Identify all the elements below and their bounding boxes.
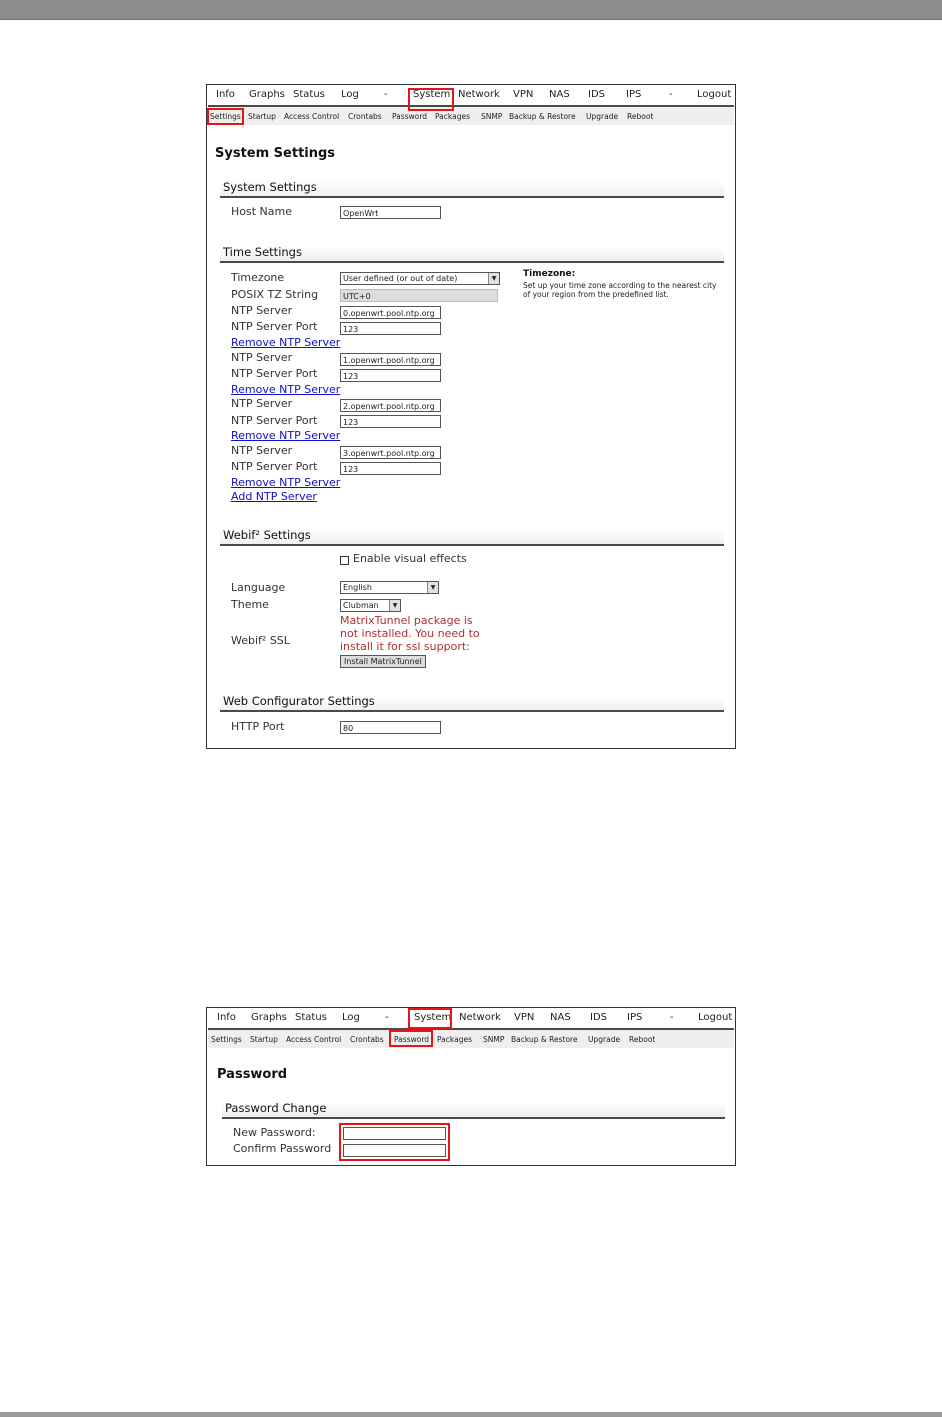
- nav-vpn[interactable]: VPN: [513, 89, 534, 100]
- remove-ntp-server-link[interactable]: Remove NTP Server: [231, 476, 341, 489]
- nav-log[interactable]: Log: [341, 89, 359, 100]
- nav-log[interactable]: Log: [342, 1012, 360, 1023]
- language-label: Language: [231, 581, 286, 594]
- password-tab-highlight: [389, 1030, 433, 1047]
- language-select[interactable]: [340, 581, 439, 594]
- document-footer-bar: [0, 1412, 942, 1417]
- ntp-port-label: NTP Server Port: [231, 367, 318, 380]
- http-port-label: HTTP Port: [231, 720, 285, 733]
- add-ntp-server-link[interactable]: Add NTP Server: [231, 490, 317, 503]
- ntp-server-label: NTP Server: [231, 351, 293, 364]
- remove-ntp-server-link[interactable]: Remove NTP Server: [231, 383, 341, 396]
- ntp-port-label: NTP Server Port: [231, 460, 318, 473]
- subnav-settings[interactable]: Settings: [211, 1035, 242, 1044]
- chevron-down-icon: ▼: [488, 273, 499, 284]
- host-name-input[interactable]: OpenWrt: [340, 206, 441, 219]
- timezone-help-title: Timezone:: [523, 269, 576, 279]
- nav-separator: -: [669, 89, 673, 100]
- timezone-value: User defined (or out of date): [343, 274, 458, 283]
- ssl-warning-line: MatrixTunnel package is: [340, 614, 473, 627]
- remove-ntp-server-link[interactable]: Remove NTP Server: [231, 336, 341, 349]
- page-title: System Settings: [215, 146, 336, 161]
- subnav-password[interactable]: Password: [394, 1035, 430, 1044]
- install-matrixtunnel-button[interactable]: Install MatrixTunnel: [340, 655, 426, 668]
- subnav-snmp[interactable]: SNMP: [483, 1035, 505, 1044]
- nav-graphs[interactable]: Graphs: [249, 89, 285, 100]
- subnav-access-control[interactable]: Access Control: [284, 112, 340, 121]
- subnav-upgrade[interactable]: Upgrade: [586, 112, 619, 121]
- nav-separator: -: [385, 1012, 389, 1023]
- posix-tz-label: POSIX TZ String: [231, 288, 319, 301]
- nav-separator: -: [670, 1012, 674, 1023]
- section-title: Password Change: [225, 1101, 327, 1115]
- section-title: Webif² Settings: [223, 528, 311, 542]
- nav-vpn[interactable]: VPN: [514, 1012, 535, 1023]
- nav-system[interactable]: System: [413, 89, 451, 100]
- page-title: Password: [217, 1067, 288, 1082]
- theme-label: Theme: [231, 598, 269, 611]
- nav-ids[interactable]: IDS: [588, 89, 605, 100]
- ntp-port-input[interactable]: 123: [340, 322, 441, 335]
- http-port-input[interactable]: 80: [340, 721, 441, 734]
- ntp-port-input[interactable]: 123: [340, 415, 441, 428]
- visual-effects-label: Enable visual effects: [353, 552, 467, 565]
- ntp-server-input[interactable]: 0.openwrt.pool.ntp.org: [340, 306, 441, 319]
- ntp-port-input[interactable]: 123: [340, 369, 441, 382]
- posix-tz-input: UTC+0: [340, 289, 498, 302]
- nav-separator: -: [384, 89, 388, 100]
- timezone-help-text: Set up your time zone according to the nearest city of your region from the predefined list.: [523, 281, 717, 299]
- section-title: Time Settings: [223, 245, 302, 259]
- system-tab-highlight: [408, 1008, 452, 1029]
- nav-network[interactable]: Network: [459, 1012, 501, 1023]
- subnav-packages[interactable]: Packages: [435, 112, 470, 121]
- system-settings-section-header: [220, 180, 724, 198]
- theme-select[interactable]: [340, 599, 401, 612]
- confirm-password-label: Confirm Password: [233, 1142, 332, 1155]
- ntp-port-label: NTP Server Port: [231, 320, 318, 333]
- nav-system[interactable]: System: [414, 1012, 452, 1023]
- ntp-server-input[interactable]: 2.openwrt.pool.ntp.org: [340, 399, 441, 412]
- sub-nav: [208, 1030, 734, 1048]
- nav-network[interactable]: Network: [458, 89, 500, 100]
- subnav-backup-restore[interactable]: Backup & Restore: [509, 112, 576, 121]
- subnav-settings[interactable]: Settings: [210, 112, 241, 121]
- host-name-label: Host Name: [231, 205, 292, 218]
- subnav-startup[interactable]: Startup: [250, 1035, 278, 1044]
- web-configurator-section-header: [220, 694, 724, 712]
- new-password-label: New Password:: [233, 1126, 316, 1139]
- subnav-crontabs[interactable]: Crontabs: [348, 112, 382, 121]
- nav-ips[interactable]: IPS: [627, 1012, 643, 1023]
- timezone-select[interactable]: [340, 272, 500, 285]
- nav-info[interactable]: Info: [216, 89, 235, 100]
- chevron-down-icon: ▼: [389, 600, 400, 611]
- ssl-warning-line: not installed. You need to: [340, 627, 480, 640]
- system-tab-highlight: [408, 88, 454, 111]
- password-change-section-header: [222, 1101, 725, 1119]
- subnav-access-control[interactable]: Access Control: [286, 1035, 342, 1044]
- nav-logout[interactable]: Logout: [697, 89, 732, 100]
- nav-ids[interactable]: IDS: [590, 1012, 607, 1023]
- password-fields-highlight: [339, 1123, 450, 1161]
- visual-effects-checkbox[interactable]: [340, 556, 349, 565]
- subnav-startup[interactable]: Startup: [248, 112, 276, 121]
- password-screenshot: [206, 1007, 736, 1166]
- timezone-label: Timezone: [231, 271, 285, 284]
- settings-tab-highlight: [207, 108, 244, 125]
- subnav-backup-restore[interactable]: Backup & Restore: [511, 1035, 578, 1044]
- ntp-server-label: NTP Server: [231, 444, 293, 457]
- main-nav: [208, 85, 734, 107]
- nav-ips[interactable]: IPS: [626, 89, 642, 100]
- ntp-server-label: NTP Server: [231, 304, 293, 317]
- remove-ntp-server-link[interactable]: Remove NTP Server: [231, 429, 341, 442]
- document-header-bar: [0, 0, 942, 20]
- section-title: Web Configurator Settings: [223, 694, 375, 708]
- sub-nav: [208, 107, 734, 125]
- subnav-reboot[interactable]: Reboot: [627, 112, 654, 121]
- subnav-snmp[interactable]: SNMP: [481, 112, 503, 121]
- section-title: System Settings: [223, 180, 317, 194]
- system-settings-screenshot: [206, 84, 736, 749]
- nav-logout[interactable]: Logout: [698, 1012, 733, 1023]
- ssl-warning-line: install it for ssl support:: [340, 640, 470, 653]
- subnav-reboot[interactable]: Reboot: [629, 1035, 656, 1044]
- webif-settings-section-header: [220, 528, 724, 546]
- main-nav: [208, 1008, 734, 1030]
- nav-status[interactable]: Status: [293, 89, 325, 100]
- subnav-crontabs[interactable]: Crontabs: [350, 1035, 384, 1044]
- ntp-server-label: NTP Server: [231, 397, 293, 410]
- nav-nas[interactable]: NAS: [550, 1012, 571, 1023]
- webif-ssl-label: Webif² SSL: [231, 634, 290, 647]
- subnav-upgrade[interactable]: Upgrade: [588, 1035, 621, 1044]
- subnav-password[interactable]: Password: [392, 112, 428, 121]
- language-value: English: [343, 583, 372, 592]
- nav-nas[interactable]: NAS: [549, 89, 570, 100]
- nav-status[interactable]: Status: [295, 1012, 327, 1023]
- time-settings-section-header: [220, 245, 724, 263]
- theme-value: Clubman: [343, 601, 379, 610]
- ntp-server-input[interactable]: 1.openwrt.pool.ntp.org: [340, 353, 441, 366]
- nav-info[interactable]: Info: [217, 1012, 236, 1023]
- ntp-port-input[interactable]: 123: [340, 462, 441, 475]
- ntp-port-label: NTP Server Port: [231, 414, 318, 427]
- chevron-down-icon: ▼: [427, 582, 438, 593]
- subnav-packages[interactable]: Packages: [437, 1035, 472, 1044]
- ntp-server-input[interactable]: 3.openwrt.pool.ntp.org: [340, 446, 441, 459]
- nav-graphs[interactable]: Graphs: [251, 1012, 287, 1023]
